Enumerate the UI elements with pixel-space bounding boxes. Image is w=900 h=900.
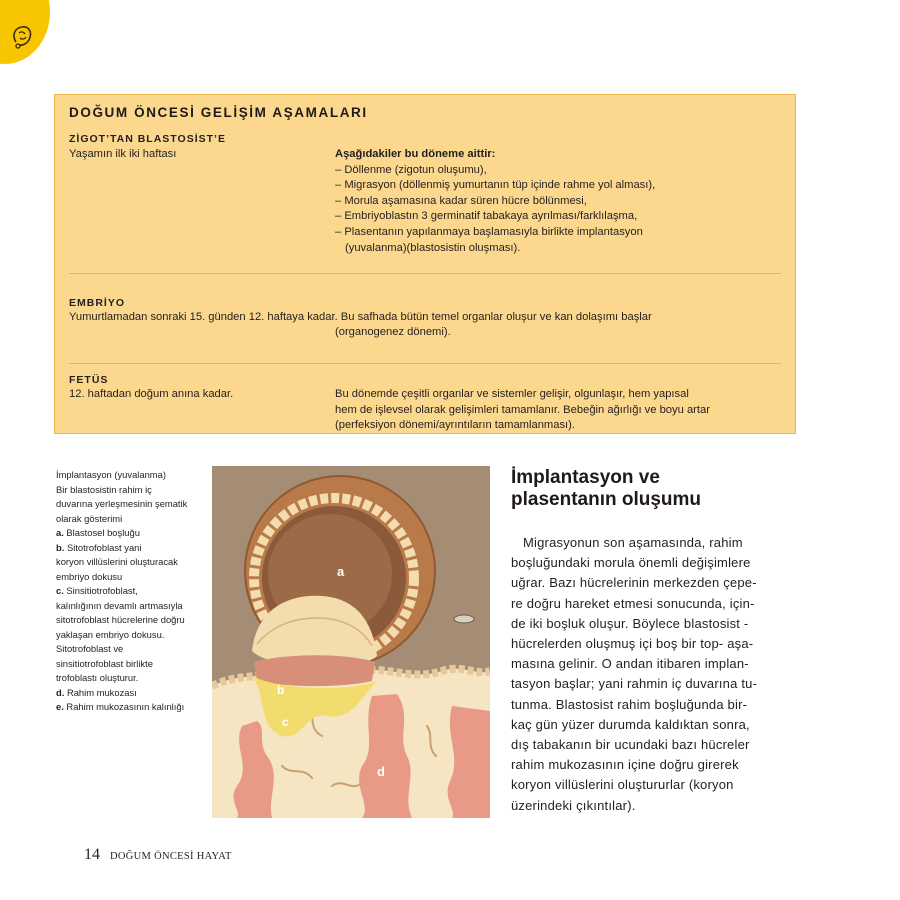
text-line: Migrasyonun son aşamasında, rahim (523, 535, 743, 550)
text-line: masına gelinir. O andan itibaren implan- (511, 656, 749, 672)
divider (69, 273, 781, 274)
text-line: uğrar. Bazı hücrelerinin merkezden çepe- (511, 575, 757, 591)
section-details-fetus (335, 387, 710, 434)
caption-line: İmplantasyon (yuvalanma) (56, 469, 166, 480)
box-title: DOĞUM ÖNCESİ GELİŞİM AŞAMALARI (69, 105, 368, 120)
caption-line: kalınlığının devamlı artmasıyla (56, 599, 183, 611)
cytotrophoblast (254, 655, 375, 686)
article-body (511, 533, 790, 816)
caption-line: e. Rahim mukozasının kalınlığı (56, 701, 185, 712)
text-line: Bu dönemde çeşitli organlar ve sistemler gelişir, olgunlaşır, hem yapısal (335, 388, 689, 400)
section-heading-zygote: ZİGOT’TAN BLASTOSİST’E (69, 133, 226, 145)
list-item: – Morula aşamasına kadar süren hücre bölünmesi, (335, 194, 587, 207)
caption-line: Bir blastosistin rahim iç (56, 483, 152, 495)
caption-line: c. Sinsitiotrofoblast, (56, 585, 138, 596)
caption-line: trofoblastı oluşturur. (56, 672, 139, 683)
text-line: üzerindeki çıkıntılar). (511, 797, 636, 813)
text-line: kaç gün yüzer durumda kaldıktan sonra, (511, 716, 750, 732)
baby-icon (8, 22, 38, 52)
implantation-illustration (212, 466, 490, 818)
text-line: rahim mukozasının içine doğru girerek (511, 757, 739, 773)
section-lead: Aşağıdakiler bu döneme aittir: (335, 148, 496, 160)
caption-line: embriyo dokusu (56, 570, 123, 582)
caption-line: b. Sitotrofoblast yani (56, 541, 142, 553)
caption-line: koryon villüslerini oluşturacak (56, 556, 178, 567)
running-title: DOĞUM ÖNCESİ HAYAT (110, 851, 232, 862)
list-item: – Döllenme (zigotun oluşumu), (335, 163, 487, 176)
text-line: dış tabakanın bir ucundaki bazı hücreler (511, 737, 750, 753)
stage-list (335, 163, 655, 257)
text-line: de iki boşluk oluşur. Böylece blastosist - (511, 615, 749, 631)
section-heading-fetus: FETÜS (69, 374, 109, 386)
list-item: – Plasentanın yapılanmaya başlamasıyla birlikte implantasyon (335, 225, 643, 238)
section-period-fetus: 12. haftadan doğum anına kadar. (69, 388, 234, 400)
text-line: tasyon başlar; yani rahmin iç duvarına tu- (511, 676, 758, 692)
page-footer (84, 846, 232, 864)
caption-line: olarak gösterimi (56, 512, 123, 524)
caption-line: sitotrofoblast hücrelerine doğru (56, 614, 185, 625)
text-line: hem de işlevsel olarak gelişimleri tamamlanır. Bebeğin ağırlığı ve boyu artar (335, 403, 710, 416)
caption-line: sinsitiotrofoblast birlikte (56, 657, 153, 669)
section-heading-embryo: EMBRİYO (69, 297, 126, 309)
label-c: c (282, 715, 289, 729)
illustration-svg (212, 466, 490, 818)
caption-line: yaklaşan embriyo dokusu. (56, 628, 165, 640)
figure-caption (56, 468, 206, 715)
divider (69, 363, 781, 364)
label-b: b (277, 683, 285, 697)
page-number: 14 (84, 846, 100, 863)
heading-line: İmplantasyon ve (511, 467, 660, 488)
caption-line: d. Rahim mukozası (56, 686, 137, 698)
text-line: (perfeksiyon dönemi/ayrıntıların tamamlanması). (335, 419, 576, 432)
label-d: d (377, 764, 385, 779)
caption-line: a. Blastosel boşluğu (56, 527, 140, 538)
list-item: – Migrasyon (döllenmiş yumurtanın tüp içinde rahme yol alması), (335, 179, 656, 192)
section-text-embryo-2: (organogenez dönemi). (335, 326, 451, 338)
caption-line: duvarına yerleşmesinin şematik (56, 498, 188, 509)
text-line: hücrelerden oluşmuş içi boş bir top- aşa- (511, 636, 754, 652)
text-line: koryon villüslerini oluştururlar (koryon (511, 777, 734, 793)
list-item: (yuvalanma)(blastosistin oluşması). (345, 241, 521, 254)
section-text-embryo: Yumurtlamadan sonraki 15. günden 12. haftaya kadar. Bu safhada bütün temel organlar oluşur ve kan dolaşımı başlar (69, 311, 652, 323)
list-item: – Embriyoblastın 3 germinatif tabakaya ayrılması/farklılaşma, (335, 210, 638, 223)
section-period-zygote: Yaşamın ilk iki haftası (69, 148, 177, 160)
text-line: tunma. Blastosist rahim boşluğunda bir- (511, 696, 748, 712)
label-a: a (337, 564, 345, 579)
text-line: re doğru hareket etmesi sonucunda, için- (511, 595, 755, 611)
stages-box (54, 94, 796, 434)
caption-line: Sitotrofoblast ve (56, 643, 124, 654)
article-heading (511, 467, 701, 511)
section-details-zygote (335, 147, 655, 256)
heading-line: plasentanın oluşumu (511, 489, 702, 510)
text-line: boşluğundaki morula önemli değişimlere (511, 555, 751, 571)
